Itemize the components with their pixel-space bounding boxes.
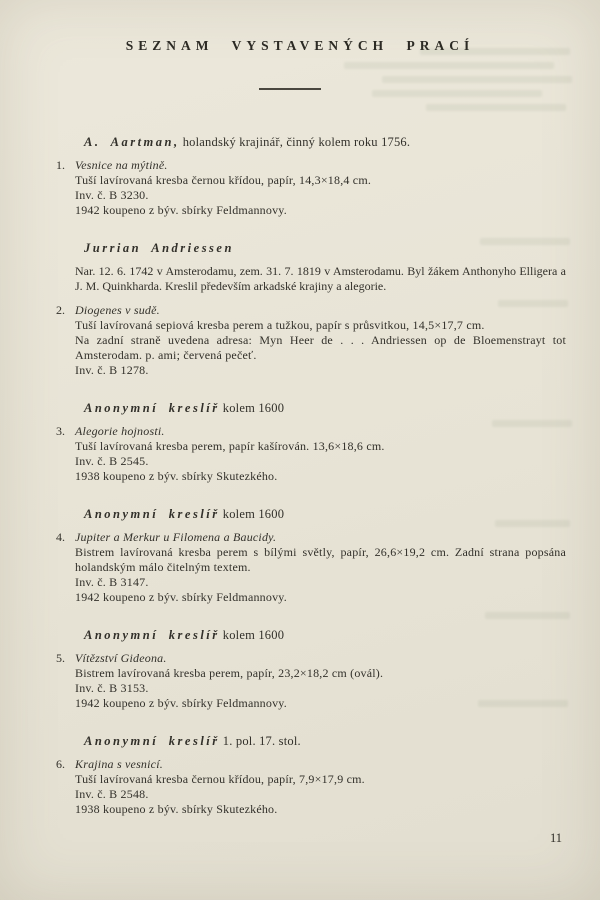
artist-section-anonymous-1600-c — [56, 627, 566, 711]
item-title: Diogenes v sudě. — [75, 303, 160, 317]
item-provenance: 1942 koupeno z býv. sbírky Feldmannovy. — [75, 696, 287, 710]
artist-heading — [84, 506, 566, 522]
item-title: Vesnice na mýtině. — [75, 158, 168, 172]
artist-name: A. Aartman, — [84, 135, 180, 149]
catalog-item — [56, 158, 566, 218]
item-inventory-number: Inv. č. B 2545. — [75, 454, 149, 468]
item-inventory-number: Inv. č. B 3230. — [75, 188, 149, 202]
item-body — [75, 757, 566, 817]
artist-name: Anonymní kreslíř — [84, 401, 220, 415]
artist-biography: Nar. 12. 6. 1742 v Amsterodamu, zem. 31. 7. 1819 v Amsterodamu. Byl žákem Anthonyho Elligera a J. M. Quinkharda. Kreslil především arkadské krajiny a alegorie. — [75, 264, 566, 293]
artist-section-aartman — [56, 134, 566, 218]
artist-section-andriessen — [56, 240, 566, 378]
item-number: 4. — [56, 530, 65, 544]
item-description: Tuší lavírovaná kresba perem, papír kašírován. 13,6×18,6 cm. — [75, 439, 385, 453]
artist-section-anonymous-17th — [56, 733, 566, 817]
item-note: Na zadní straně uvedena adresa: Myn Heer de . . . Andriessen op de Bloemenstrayt tot Amsterodam. p. ami; červená pečeť. — [75, 333, 566, 362]
show-through-ghost — [426, 104, 566, 111]
artist-heading — [84, 240, 566, 256]
item-provenance: 1938 koupeno z býv. sbírky Skutezkého. — [75, 802, 278, 816]
artist-heading — [84, 134, 566, 150]
catalog-item — [56, 424, 566, 484]
item-body — [75, 158, 566, 218]
item-description: Tuší lavírovaná kresba černou křídou, papír, 14,3×18,4 cm. — [75, 173, 372, 187]
artist-qualifier: kolem 1600 — [222, 401, 285, 415]
artist-heading — [84, 400, 566, 416]
title-divider-rule — [259, 88, 321, 90]
item-body — [75, 530, 566, 605]
item-inventory-number: Inv. č. B 3147. — [75, 575, 149, 589]
show-through-ghost — [344, 62, 554, 69]
item-inventory-number: Inv. č. B 2548. — [75, 787, 149, 801]
page-title: SEZNAM VYSTAVENÝCH PRACÍ — [125, 38, 475, 53]
item-number: 1. — [56, 158, 65, 172]
artist-section-anonymous-1600-a — [56, 400, 566, 484]
artist-name: Anonymní kreslíř — [84, 734, 220, 748]
catalog-item — [56, 530, 566, 605]
item-title: Krajina s vesnicí. — [75, 757, 163, 771]
catalog-item — [56, 303, 566, 378]
item-number: 3. — [56, 424, 65, 438]
artist-heading — [84, 733, 566, 749]
item-provenance: 1942 koupeno z býv. sbírky Feldmannovy. — [75, 590, 287, 604]
item-number: 5. — [56, 651, 65, 665]
item-body — [75, 303, 566, 378]
artist-name: Anonymní kreslíř — [84, 628, 220, 642]
artist-qualifier: kolem 1600 — [222, 507, 285, 521]
item-number: 6. — [56, 757, 65, 771]
item-description: Tuší lavírovaná kresba černou křídou, papír, 7,9×17,9 cm. — [75, 772, 365, 786]
show-through-ghost — [382, 76, 572, 83]
item-inventory-number: Inv. č. B 3153. — [75, 681, 149, 695]
item-title: Alegorie hojnosti. — [75, 424, 165, 438]
artist-qualifier: kolem 1600 — [222, 628, 285, 642]
catalog-item — [56, 651, 566, 711]
item-body — [75, 424, 566, 484]
catalog-content — [0, 134, 600, 817]
item-number: 2. — [56, 303, 65, 317]
item-description: Bistrem lavírovaná kresba perem s bílými světly, papír, 26,6×19,2 cm. Zadní strana popsána holandským málo čitelným textem. — [75, 545, 566, 574]
item-title: Jupiter a Merkur u Filomena a Baucidy. — [75, 530, 277, 544]
artist-heading — [84, 627, 566, 643]
item-description: Tuší lavírovaná sepiová kresba perem a tužkou, papír s průsvitkou, 14,5×17,7 cm. — [75, 318, 485, 332]
catalog-item — [56, 757, 566, 817]
item-title: Vítězství Gideona. — [75, 651, 167, 665]
item-provenance: 1942 koupeno z býv. sbírky Feldmannovy. — [75, 203, 287, 217]
artist-qualifier: 1. pol. 17. stol. — [222, 734, 301, 748]
show-through-ghost — [372, 90, 542, 97]
artist-qualifier: holandský krajinář, činný kolem roku 1756. — [182, 135, 411, 149]
item-inventory-number: Inv. č. B 1278. — [75, 363, 149, 377]
artist-name: Jurrian Andriessen — [84, 241, 234, 255]
artist-name: Anonymní kreslíř — [84, 507, 220, 521]
item-body — [75, 651, 566, 711]
page-number: 11 — [549, 831, 562, 845]
item-description: Bistrem lavírovaná kresba perem, papír, 23,2×18,2 cm (ovál). — [75, 666, 384, 680]
artist-section-anonymous-1600-b — [56, 506, 566, 605]
item-provenance: 1938 koupeno z býv. sbírky Skutezkého. — [75, 469, 278, 483]
